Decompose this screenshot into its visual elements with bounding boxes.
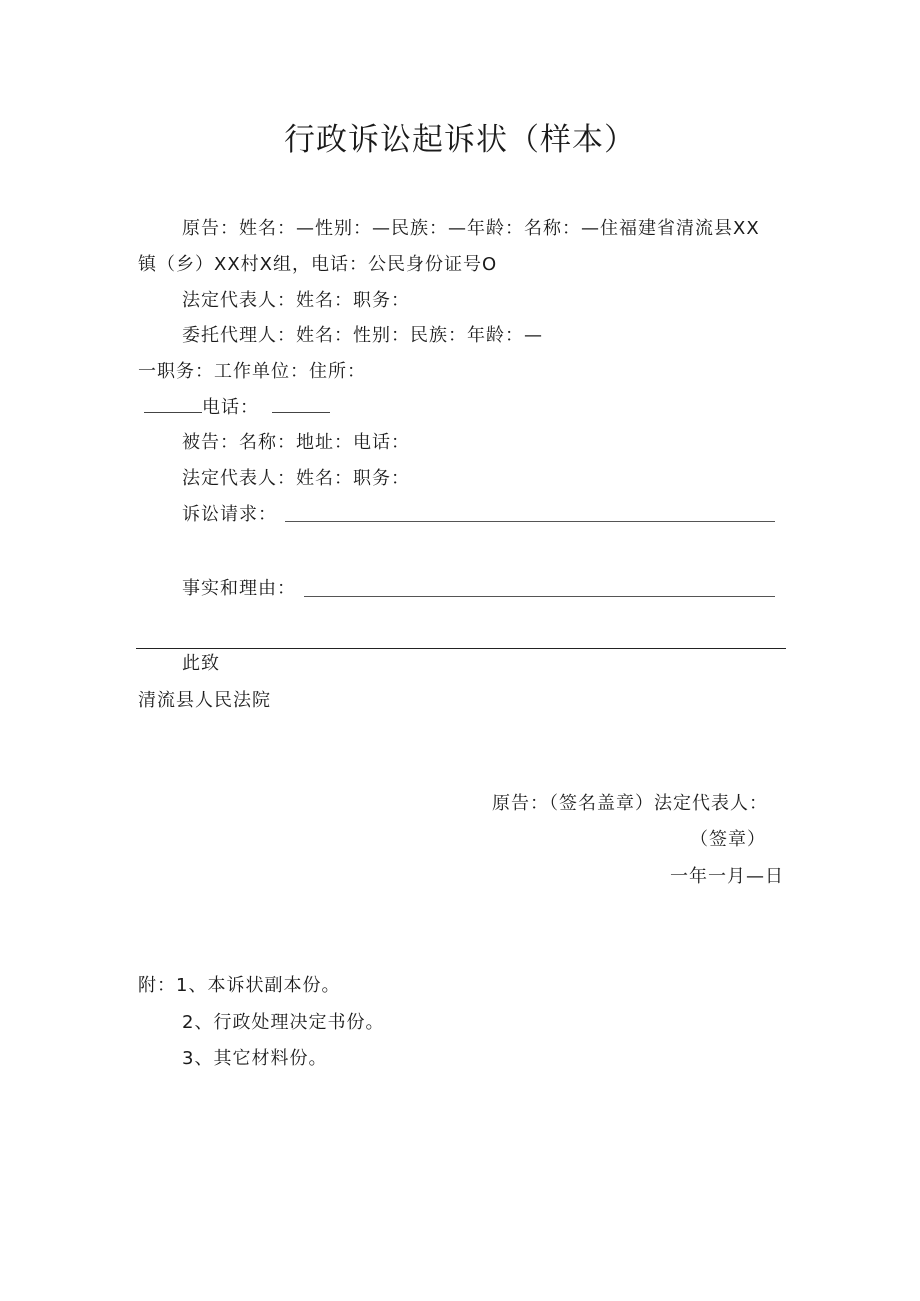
plaintiff-legal-rep: 法定代表人：姓名：职务： [182,290,410,311]
agent-phone-label: 电话： [202,397,259,418]
defendant-legal-rep: 法定代表人：姓名：职务： [182,468,410,489]
defendant-line-1: 被告：名称：地址：电话： [182,432,410,453]
agent-line-2: 一职务：工作单位：住所： [138,361,366,382]
plaintiff-line-1: 原告：姓名：—性别：—民族：—年龄：名称：—住福建省清流县XX [182,218,760,239]
document-title: 行政诉讼起诉状（样本） [284,122,636,158]
facts-underline [304,596,775,597]
claims-label: 诉讼请求： [182,504,277,525]
facts-label: 事实和理由： [182,578,296,599]
court-name: 清流县人民法院 [138,690,271,711]
agent-phone-blank [272,396,330,413]
salutation: 此致 [182,653,220,674]
agent-line-1: 委托代理人：姓名：性别：民族：年龄：— [182,325,543,346]
signature-date: 一年一月—日 [670,866,784,887]
section-divider [136,648,786,649]
agent-blank-before [144,396,202,413]
claims-underline [285,521,775,522]
attachments-line-1 [138,973,340,999]
attachments-label: 附： [138,975,176,996]
agent-phone-line [144,395,330,421]
signature-seal: （签章） [690,829,766,850]
attachment-item-1: 1、本诉状副本份。 [176,975,341,996]
attachment-item-3: 3、其它材料份。 [182,1048,328,1069]
signature-line-1: 原告：（签名盖章）法定代表人： [492,793,768,814]
plaintiff-line-2: 镇（乡）XX村X组，电话：公民身份证号O [138,254,498,275]
attachment-item-2: 2、行政处理决定书份。 [182,1012,385,1033]
